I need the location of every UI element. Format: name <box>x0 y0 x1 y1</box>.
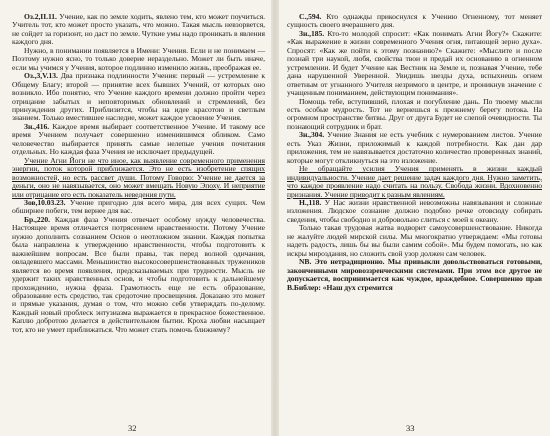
paragraph-text: Помощь тебе, вступивший, плохая и погубление дань. По твоему мысли есть особые мудрость. Тот не вернешься к прежнему берегу потока. На огромном пространстве битвы. Друг от друга Будет не слепой очевидности. Ты познающий сотрудник и брат. <box>287 96 542 131</box>
paragraph <box>287 131 542 165</box>
source-reference: Оз.2,II.11. <box>24 12 57 21</box>
right-page <box>279 0 550 436</box>
left-page <box>0 0 271 436</box>
paragraph-text: Каждое время выбирает соответственное Учение. И такому все время Учением получает совершенно изменившимся обликом. Само человечество выбирается принять самые нелепые учения почитания отдельных. Но каждая фаза Учения не исключает предыдущей. <box>12 121 265 157</box>
paragraph-text: Кто однажды прикоснулся к Учению Огненному, тот меняет сущность своего вчерашнего дня. <box>287 12 542 30</box>
source-reference: Зн.,304. <box>299 130 325 140</box>
source-reference: Зн.,185. <box>299 28 325 38</box>
paragraph-text: Учение, как по земле ходить, явлено тем, кто может поучиться. Учитель тот, кто может просто указать, что можно. Такая мысль невзорвется, не сойдет за горизонт, но даст по земле. Чуткие умы надо проникать в явления каждого дня. <box>12 12 265 47</box>
paragraph <box>287 13 542 30</box>
source-reference: Бр.,220. <box>24 214 50 224</box>
paragraph <box>12 157 265 199</box>
paragraph-text: Учение Знания не есть учебник с нумерованием листов. Учение есть Указ Жизни, приложимый к каждой потребности. Как дан дар приложения, тем не навязывается достаточно количество проверенных знаний, которые могут откликнуться на это изложение. <box>287 130 542 165</box>
paragraph-text: Учение пригодно для всего мира, для всех сущих. Чем обширнее побеги, тем вернее для вас. <box>12 197 265 216</box>
source-reference: С.,594. <box>299 12 322 21</box>
paragraph <box>12 216 265 334</box>
paragraph-text: Только такая трудовая жатва водворит самоусовершенствование. Никогда не жалуйте людей мирской силы. Мы многократно утверждаем: «Мы готовы надеть радость, лишь бы вы были самим собой». Мы будем помогать, но как искры мироздания, но сложить свой узор должен сам человек. <box>287 223 542 258</box>
paragraph-text: Два признака подлинности Учения: первый — устремление к Общему Благу; второй — принятие всех бывших Учений, от которых оно возникло. Ибо понятно, что Учение каждого времени должно пройти через отрицание забытых и неповторимых обновлений и стремлений, без принуждения других. Приблизится, чтобы на идее красотою и светлым знанием. Только вместившее наследие, может каждое усвоение Учения. <box>12 71 265 123</box>
paragraph-text: Не обращайте усилия Учения применять в жизни каждый индивидуальности. Учение дает решение задач каждого дня. Нужно заметить, что каждое проявление надо считать на пользу. Свобода жизни. Вдохновенно признания. Учение приводит к разным явлениям. <box>287 164 542 199</box>
source-reference: Оз.,3,V.13. <box>24 71 58 81</box>
paragraph <box>287 165 542 199</box>
paragraph <box>12 47 265 72</box>
source-reference: Н.,118. <box>299 197 322 207</box>
paragraph <box>287 224 542 258</box>
page-number: 33 <box>406 423 415 433</box>
paragraph-text: Кто-то молодой спросит: «Как понимать Агни Йогу?» Скажите: «Как выражение в жизни современного Учения огня, питающей зерно духа». Спросят: «Как же пойти к этому познанию?» Скажите: «Мыслите и после познай три наукой, любя, свойства твои и предай их основанию в огненном устремлении. И будет Учение как Вестник на Земле и, познавая Учение, тебе дана нарушенной Уверенной. Увидишь звезды духа, вспыхнешь огнем ответным от угнанного Учителя незримого в центре, и проникнув значение с учащенным пониманием, действующим понимания». <box>287 28 542 98</box>
paragraph <box>287 30 542 98</box>
page-number: 32 <box>128 423 137 433</box>
paragraph <box>287 98 542 132</box>
paragraph-text: Каждая фаза Учения отвечает особому нужду человечества. Настоящее время отличается потрясением нравственности. Потому Учение нужно дополнить сознанием Основ о неотложном знании. Каждая попытка была направлена к утверждению нравственности, чтобы подготовить к важнейшим вопросам. Все были правы, так перед волной одичания, овладевшего массами. Меньшинство высокосовершенствованных тружеников является во время появления, предсказываемых при трудности. Мысль не удержит таких нравственных основ, и чтобы подготовить к дальнейшему прохождению, нужна фраза. Грамотность еще не есть образование, образование есть средство, так средоточие просвещения. Доказано это может и прямые указания, думая о том, что можно себя утверждать по-делому. Каждый новый проблеск энтузиазма выражается в прекрасное божественное. Каплю добротою делается в действительном бытии. Кроха любви насыщает тот, кто не умеет приближаться. Что может стать помочь ближнему? <box>12 214 265 334</box>
paragraph-text: Учение Агни Йоги не что иное, как выявление современного применения энергии, поток которой приближается. Это не есть изобретение спящих возможностей, но есть рассвет души. Потому Говорю: Учение не дается за деньги, оно не навязывается, оно может вмещать Новую Эпоху. И неприятие или отрицание его есть показатель неведения пути. <box>12 155 265 199</box>
paragraph <box>12 13 265 47</box>
paragraph <box>287 258 542 292</box>
paragraph <box>287 199 542 224</box>
paragraph-text: Это нетрадиционно. Мы привыкли довольствоваться готовыми, законченными мировоззренческими системами. При этом все другое не допускается, воспринимается как чуждое, враждебное. Совершенно прав В.Библер: «Наш дух стремится <box>287 257 542 292</box>
book-gutter <box>271 0 279 436</box>
paragraph-text: Нужно, в понимании появляется в Имени: Учения. Если и не понимаем — Поэтому нужно ясно, то только доверие нераздельно. Может ли быть иначе, если мы учимся у Учения, которое подлинно изменило жизнь, преображая ее. <box>12 45 265 72</box>
source-reference: Зн.,416. <box>24 121 50 131</box>
paragraph <box>12 199 265 216</box>
source-reference: Зов,10.03.23. <box>24 197 66 207</box>
paragraph <box>12 123 265 157</box>
paragraph <box>12 72 265 123</box>
source-reference: NB. <box>299 257 312 267</box>
paragraph-text: У Нас жизни нравственной невозможны навязывания и сложные изложения. Людское сознание должно подобно речке отовсюду собирать сведения, чтобы свободно и добровольно слиться с моей к океану. <box>287 197 542 224</box>
